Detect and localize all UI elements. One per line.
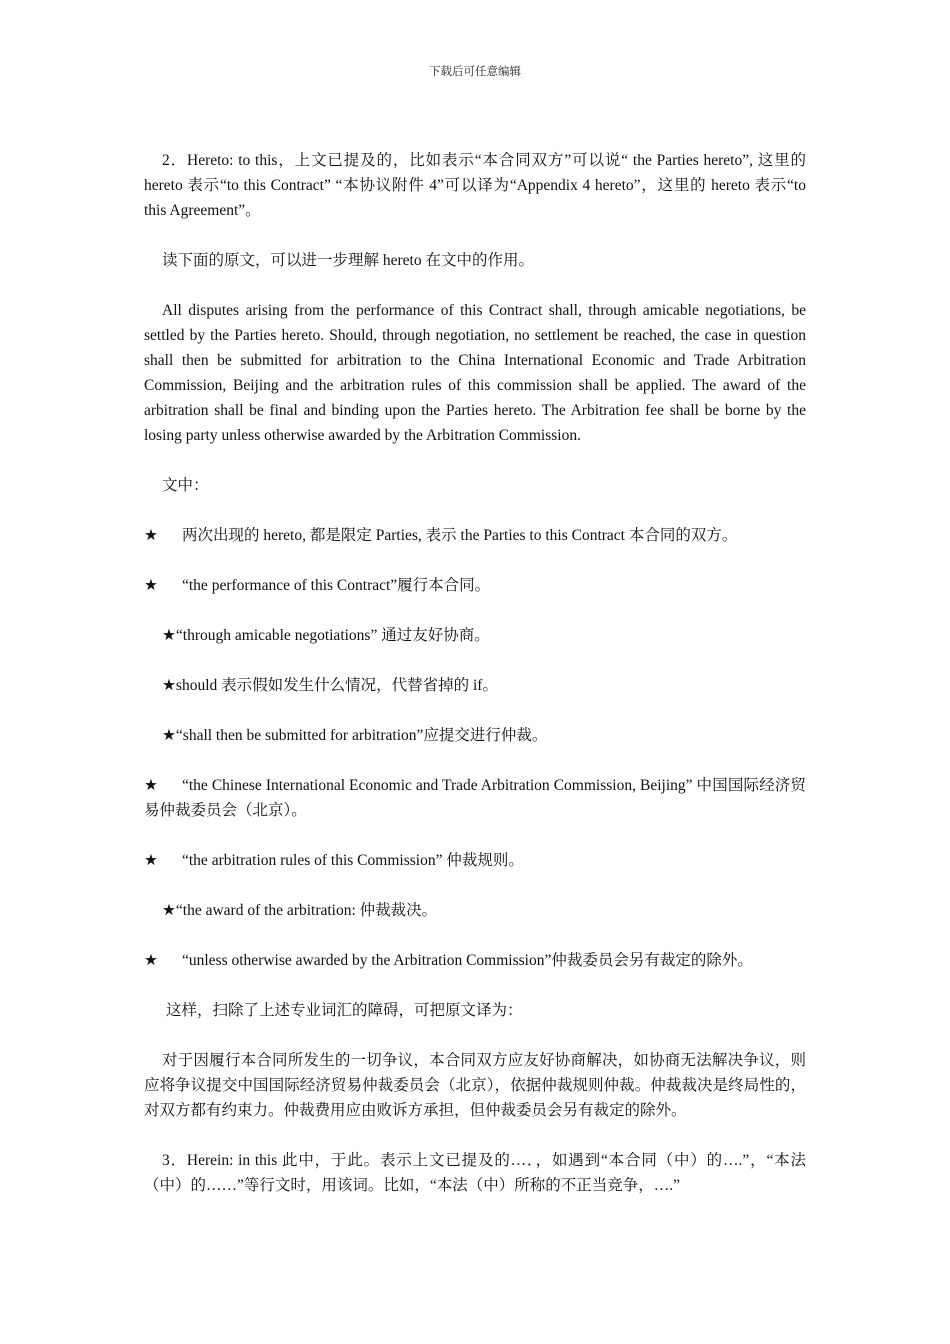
bullet-text: “the Chinese International Economic and Trade Arbitration Commission, Beijing” 中国国际经济贸易仲裁委员会（北京）。	[144, 777, 806, 819]
paragraph-read-intro: 读下面的原文，可以进一步理解 hereto 在文中的作用。	[162, 252, 534, 269]
star-icon: ★	[144, 852, 158, 869]
paragraph-original-text: All disputes arising from the performance of this Contract shall, through amicable negotiations, be settled by the Parties hereto. Should, through negotiation, no settlement be reached, the case in question shall then be submitted for arbitration to the China International Economic and Trade Arbitration Commission, Beijing and the arbitration rules of this commission shall be applied. The award of the arbitration shall be final and binding upon the Parties hereto. The Arbitration fee shall be borne by the losing party unless otherwise awarded by the Arbitration Commission.	[144, 302, 806, 444]
bullet-text: “through amicable negotiations” 通过友好协商。	[175, 627, 490, 644]
bullet-item-7	[144, 848, 806, 873]
bullet-item-2	[144, 573, 806, 598]
paragraph-translation: 对于因履行本合同所发生的一切争议，本合同双方应友好协商解决，如协商无法解决争议，则应将争议提交中国国际经济贸易仲裁委员会（北京），依据仲裁规则仲裁。仲裁裁决是终局性的，对双方都有约束力。仲裁费用应由败诉方承担，但仲裁委员会另有裁定的除外。	[144, 1052, 806, 1119]
bullet-text: 两次出现的 hereto, 都是限定 Parties, 表示 the Parties to this Contract 本合同的双方。	[182, 527, 738, 544]
star-icon: ★	[162, 902, 176, 919]
star-icon: ★	[144, 527, 158, 544]
paragraph-conclusion: 这样，扫除了上述专业词汇的障碍，可把原文译为：	[166, 1002, 523, 1019]
bullet-text: “the award of the arbitration: 仲裁裁决。	[175, 902, 438, 919]
document-body	[144, 148, 806, 1198]
bullet-text: should 表示假如发生什么情况，代替省掉的 if。	[175, 677, 498, 694]
bullet-text: “unless otherwise awarded by the Arbitration Commission”仲裁委员会另有裁定的除外。	[182, 952, 753, 969]
star-icon: ★	[162, 627, 176, 644]
bullet-item-6	[144, 773, 806, 823]
bullet-text: “the arbitration rules of this Commission” 仲裁规则。	[182, 852, 524, 869]
bullet-item-3	[144, 623, 806, 648]
star-icon: ★	[162, 677, 176, 694]
star-icon: ★	[144, 777, 158, 794]
bullet-item-4	[144, 673, 806, 698]
paragraph-in-text: 文中：	[162, 477, 209, 494]
page-header-note: 下载后可任意编辑	[429, 66, 521, 78]
bullet-item-9	[144, 948, 806, 973]
bullet-text: “the performance of this Contract”履行本合同。	[182, 577, 491, 594]
bullet-item-1	[144, 523, 806, 548]
star-icon: ★	[162, 727, 176, 744]
paragraph-herein-definition: 3．Herein: in this 此中，于此。表示上文已提及的…．，如遇到“本合同（中）的….”，“本法（中）的……”等行文时，用该词。比如，“本法（中）所称的不正当竞争，….”	[144, 1152, 806, 1194]
star-icon: ★	[144, 952, 158, 969]
bullet-item-5	[144, 723, 806, 748]
paragraph-hereto-definition: 2．Hereto: to this，上文已提及的，比如表示“本合同双方”可以说“ the Parties hereto”, 这里的 hereto 表示“to this Contract” “本协议附件 4”可以译为“Appendix 4 hereto”，这里的 hereto 表示“to this Agreement”。	[144, 152, 806, 219]
star-icon: ★	[144, 577, 158, 594]
bullet-text: “shall then be submitted for arbitration”应提交进行仲裁。	[175, 727, 548, 744]
bullet-item-8	[144, 898, 806, 923]
